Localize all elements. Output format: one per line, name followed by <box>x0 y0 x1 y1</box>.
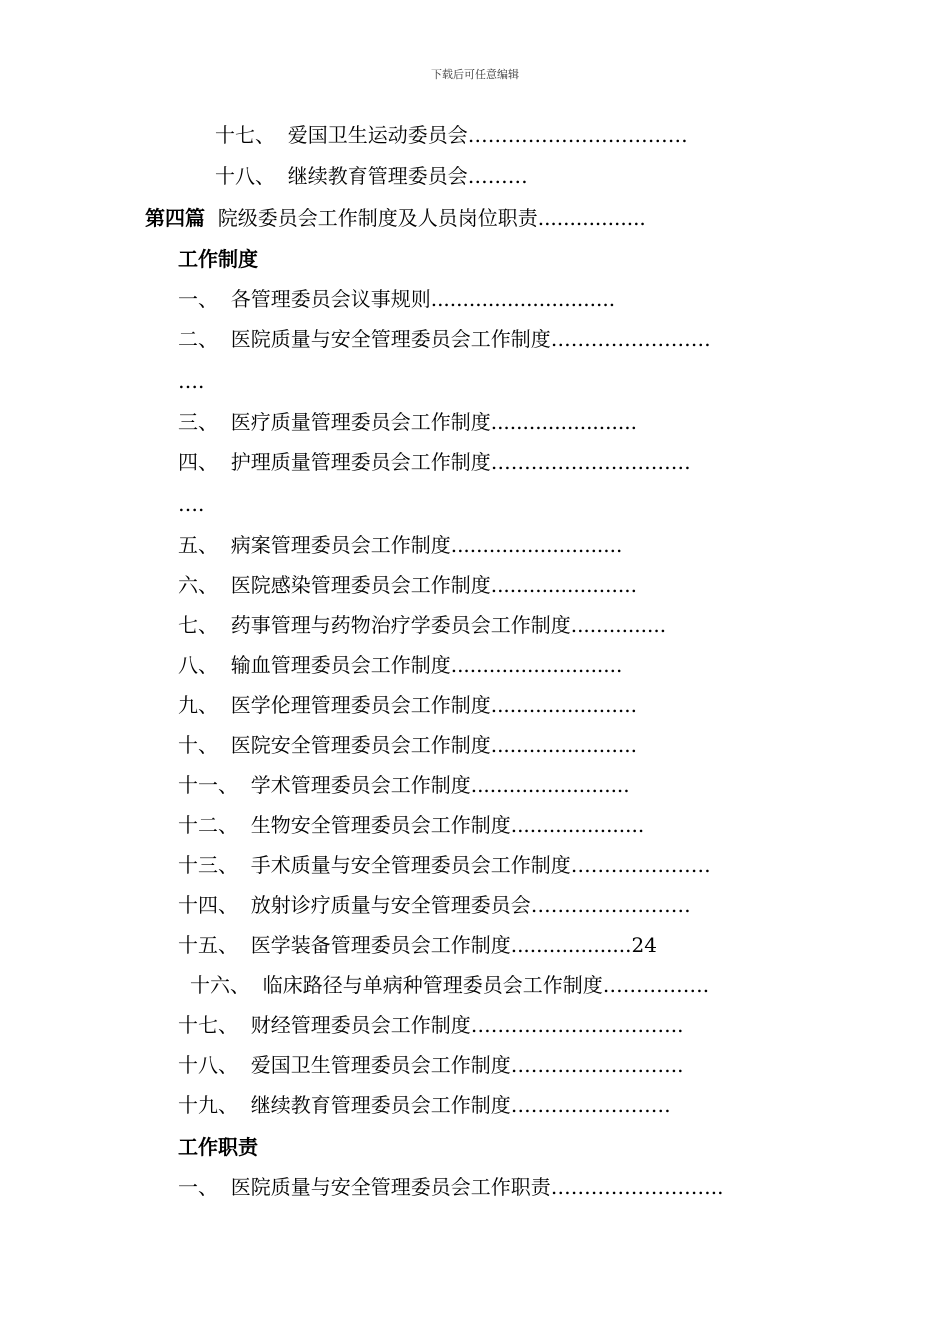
toc-line <box>178 772 630 798</box>
toc-line <box>190 972 709 998</box>
toc-line <box>178 932 657 958</box>
toc-entry-text: 十二、 生物安全管理委员会工作制度..................... <box>178 813 645 837</box>
toc-entry-text: 十八、 爱国卫生管理委员会工作制度…………………….. <box>178 1053 684 1077</box>
toc-entry-text: 院级委员会工作制度及人员岗位职责................. <box>205 206 646 230</box>
toc-line <box>178 652 622 678</box>
toc-entry-text: 七、 药事管理与药物治疗学委员会工作制度............... <box>178 613 667 637</box>
toc-line <box>178 286 615 312</box>
toc-line <box>178 491 204 517</box>
toc-line <box>178 409 637 435</box>
toc-entry-text: 十九、 继续教育管理委员会工作制度…………………… <box>178 1093 671 1117</box>
section-heading: 工作制度 <box>178 247 258 271</box>
toc-entry-text: 四、 护理质量管理委员会工作制度………………………… <box>178 450 691 474</box>
toc-line <box>178 246 258 272</box>
toc-entry-text: …. <box>178 492 205 516</box>
toc-entry-text: 二、 医院质量与安全管理委员会工作制度…………………… <box>178 327 711 351</box>
toc-entry-text: 十七、 爱国卫生运动委员会…………………………… <box>215 123 688 147</box>
toc-entry-text: 六、 医院感染管理委员会工作制度....................... <box>178 573 637 597</box>
section-heading: 工作职责 <box>178 1135 258 1159</box>
toc-line <box>178 1092 671 1118</box>
toc-entry-text: 十五、 医学装备管理委员会工作制度...................24 <box>178 933 657 957</box>
toc-line <box>178 1174 723 1200</box>
toc-line <box>178 692 637 718</box>
page-header: 下载后可任意编辑 <box>431 68 519 81</box>
toc-line <box>178 326 711 352</box>
toc-line <box>178 612 666 638</box>
toc-entry-text: 一、 医院质量与安全管理委员会工作职责…………………….. <box>178 1175 724 1199</box>
toc-line <box>215 122 688 148</box>
toc-entry-text: 十、 医院安全管理委员会工作制度....................... <box>178 733 637 757</box>
toc-line <box>178 449 691 475</box>
toc-line <box>178 812 644 838</box>
toc-entry-text: 十四、 放射诊疗质量与安全管理委员会…………………… <box>178 893 691 917</box>
toc-line <box>178 892 691 918</box>
toc-entry-text: 五、 病案管理委员会工作制度........................... <box>178 533 623 557</box>
toc-entry-text: 十一、 学术管理委员会工作制度......................... <box>178 773 630 797</box>
toc-line <box>178 852 711 878</box>
toc-line <box>215 163 528 189</box>
toc-line <box>178 532 622 558</box>
toc-line <box>178 732 637 758</box>
toc-line <box>145 205 646 231</box>
section-heading: 第四篇 <box>145 206 205 230</box>
toc-line <box>178 1012 683 1038</box>
toc-entry-text: 十三、 手术质量与安全管理委员会工作制度………………… <box>178 853 711 877</box>
toc-entry-text: 九、 医学伦理管理委员会工作制度....................... <box>178 693 637 717</box>
toc-entry-text: 十六、 临床路径与单病种管理委员会工作制度……………. <box>190 973 710 997</box>
toc-entry-text: 八、 输血管理委员会工作制度........................... <box>178 653 623 677</box>
toc-line <box>178 368 204 394</box>
toc-line <box>178 1134 258 1160</box>
toc-line <box>178 572 637 598</box>
toc-entry-text: …. <box>178 369 205 393</box>
toc-entry-text: 三、 医疗质量管理委员会工作制度....................... <box>178 410 637 434</box>
toc-line <box>178 1052 683 1078</box>
toc-entry-text: 十八、 继续教育管理委员会……… <box>215 164 528 188</box>
toc-entry-text: 一、 各管理委员会议事规则............................. <box>178 287 616 311</box>
toc-entry-text: 十七、 财经管理委员会工作制度………………………….. <box>178 1013 684 1037</box>
